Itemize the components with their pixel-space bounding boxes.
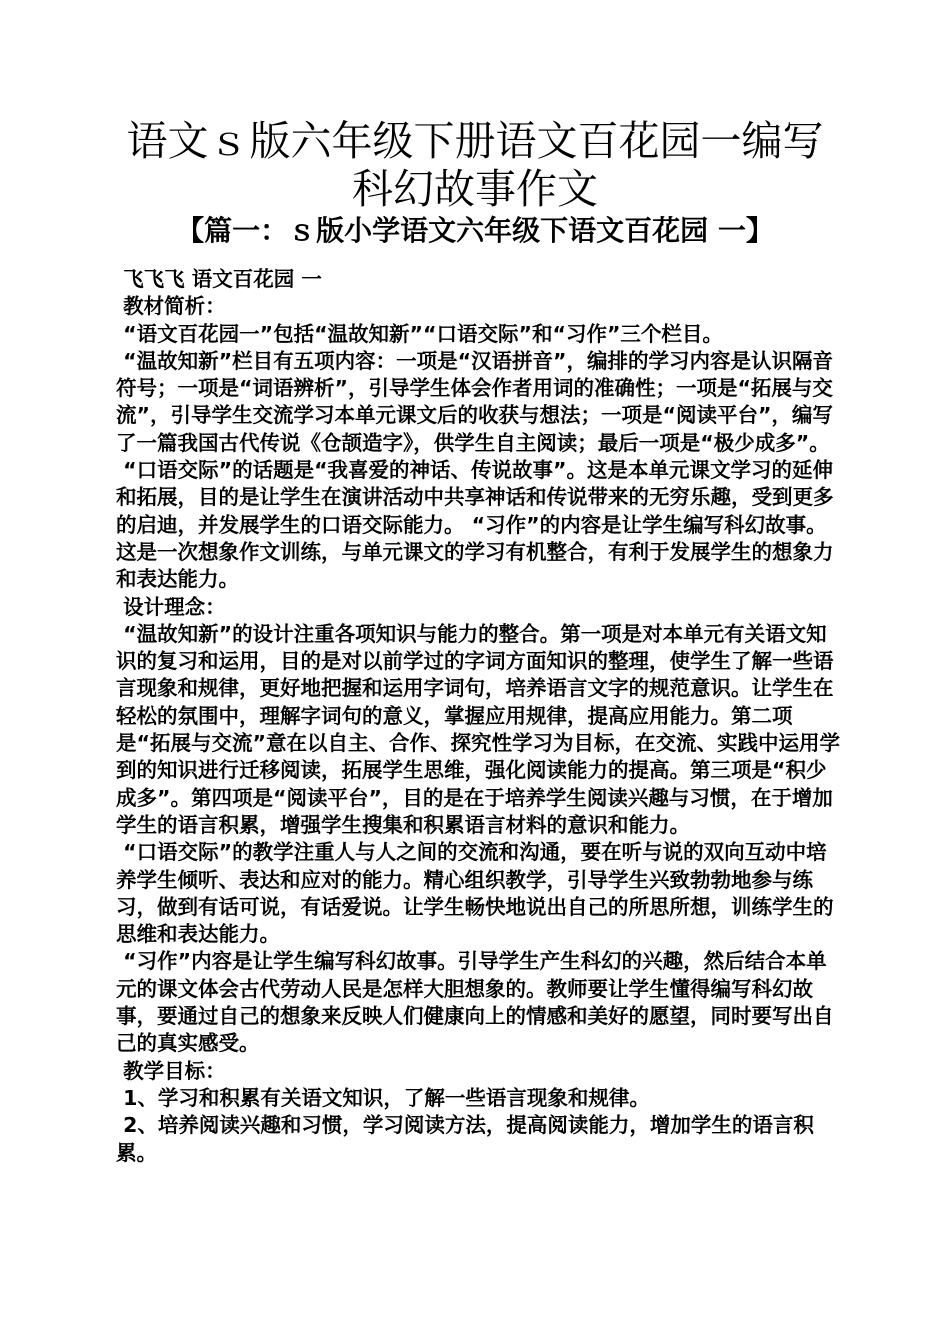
list-item: 1、学习和积累有关语文知识，了解一些语言现象和规律。 <box>116 1085 650 1110</box>
paragraph: “温故知新”的设计注重各项知识与能力的整合。第一项是对本单元有关语文知识的复习和运用，目的是对以前学过的字词方面知识的整理，使学生了解一些语言现象和规律，更好地把握和运用字词句，培养语言文字的规范意识。让学生在轻松的氛围中，理解字词句的意义，掌握应用规律，提高应用能力。第二项是“拓展与交流”意在以自主、合作、探究性学习为目标，在交流、实践中运用学到的知识进行迁移阅读，拓展学生思维，强化阅读能力的提高。第三项是“积少成多”。第四项是“阅读平台”，目的是在于培养学生阅读兴趣与习惯，在于增加学生的语言积累，增强学生搜集和积累语言材料的意识和能力。 <box>116 621 840 837</box>
section-label-materials: 教材简析： <box>116 294 226 319</box>
section-label-design: 设计理念： <box>116 594 226 619</box>
document-title-line-2: 科幻故事作文 <box>352 165 598 213</box>
paragraph: “温故知新”栏目有五项内容：一项是“汉语拼音”，编排的学习内容是认识隔音符号；一项是“词语辨析”，引导学生体会作者用词的准确性；一项是“拓展与交流”，引导学生交流学习本单元课文后的收获与想法；一项是“阅读平台”，编写了一篇我国古代传说《仓颉造字》，供学生自主阅读；最后一项是“极少成多”。 <box>116 348 834 455</box>
paragraph: “口语交际”的话题是“我喜爱的神话、传说故事”。这是本单元课文学习的延伸和拓展，目的是让学生在演讲活动中共享神话和传说带来的无穷乐趣，受到更多的启迪，并发展学生的口语交际能力。 “习作”的内容是让学生编写科幻故事。这是一次想象作文训练，与单元课文的学习有机整合，有利于发展学生的想象力和表达能力。 <box>116 458 834 592</box>
paragraph: “语文百花园一”包括“温故知新”“口语交际”和“习作”三个栏目。 <box>116 321 723 346</box>
document-subtitle: 【篇一：ｓ版小学语文六年级下语文百花园 一】 <box>176 214 774 247</box>
section-heading: 飞飞飞 语文百花园 一 <box>116 267 322 291</box>
document-title-line-1: 语文ｓ版六年级下册语文百花园一编写 <box>126 117 824 165</box>
paragraph: “口语交际”的教学注重人与人之间的交流和沟通，要在听与说的双向互动中培养学生倾听、表达和应对的能力。精心组织教学，引导学生兴致勃勃地参与练习，做到有话可说，有话爱说。让学生畅快地说出自己的所思所想，训练学生的思维和表达能力。 <box>116 840 834 947</box>
list-item: 2、培养阅读兴趣和习惯，学习阅读方法，提高阅读能力，增加学生的语言积累。 <box>116 1113 814 1165</box>
section-label-goals: 教学目标： <box>116 1058 226 1083</box>
paragraph: “习作”内容是让学生编写科幻故事。引导学生产生科幻的兴趣，然后结合本单元的课文体会古代劳动人民是怎样大胆想象的。教师要让学生懂得编写科幻故事，要通过自己的想象来反映人们健康向上的情感和美好的愿望，同时要写出自己的真实感受。 <box>116 949 834 1056</box>
document-body <box>116 266 846 1167</box>
